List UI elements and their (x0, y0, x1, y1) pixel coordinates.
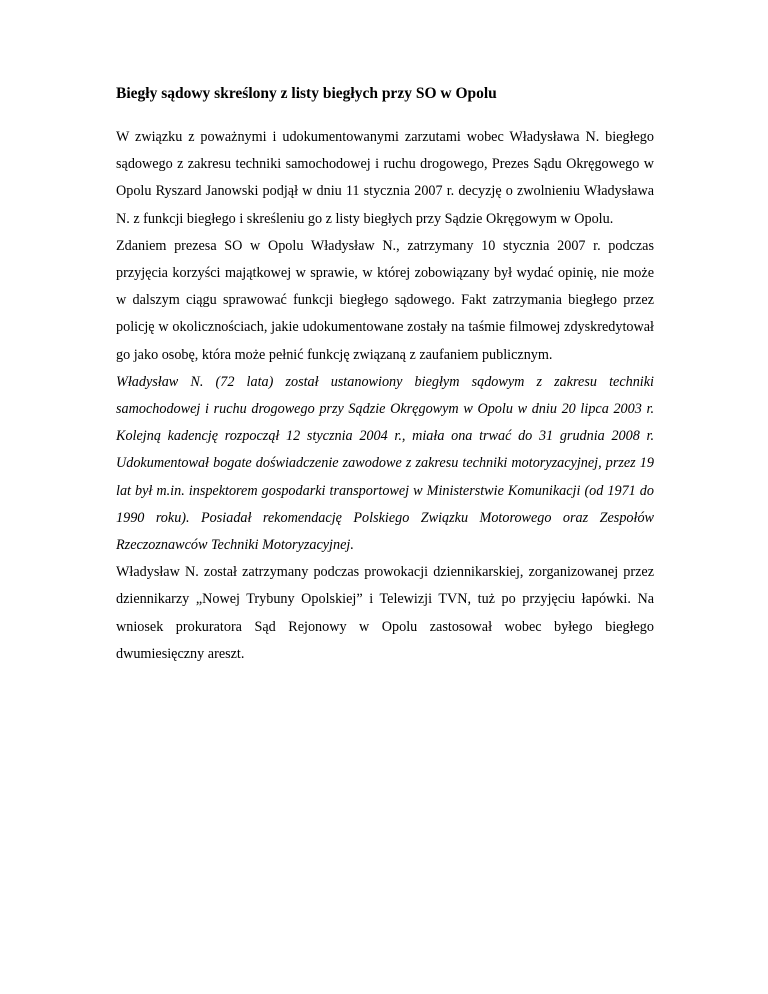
document-title: Biegły sądowy skreślony z listy biegłych przy SO w Opolu (116, 85, 497, 102)
paragraph-arrest: Władysław N. został zatrzymany podczas prowokacji dziennikarskiej, zorganizowanej przez dziennikarzy „Nowej Trybuny Opolskiej” i Telewizji TVN, tuż po przyjęciu łapówki. Na wniosek prokuratora Sąd Rejonowy w Opolu zastosował wobec byłego biegłego dwumiesięczny areszt. (116, 564, 654, 662)
paragraph-president-opinion: Zdaniem prezesa SO w Opolu Władysław N., zatrzymany 10 stycznia 2007 r. podczas przyjęcia korzyści majątkowej w sprawie, w której zobowiązany był wydać opinię, nie może w dalszym ciągu sprawować funkcji biegłego sądowego. Fakt zatrzymania biegłego przez policję w okolicznościach, jakie udokumentowane zostały na taśmie filmowej zdyskredytował go jako osobę, która może pełnić funkcję związaną z zaufaniem publicznym. (116, 237, 654, 363)
paragraph-expert-background: Władysław N. (72 lata) został ustanowiony biegłym sądowym z zakresu techniki samochodowej i ruchu drogowego przy Sądzie Okręgowym w Opolu w dniu 20 lipca 2003 r. Kolejną kadencję rozpoczął 12 stycznia 2004 r., miała ona trwać do 31 grudnia 2008 r. Udokumentował bogate doświadczenie zawodowe z zakresu techniki motoryzacyjnej, przez 19 lat był m.in. inspektorem gospodarki transportowej w Ministerstwie Komunikacji (od 1971 do 1990 roku). Posiadał rekomendację Polskiego Związku Motorowego oraz Zespołów Rzeczoznawców Techniki Motoryzacyjnej. (116, 373, 654, 554)
paragraph-dismissal: W związku z poważnymi i udokumentowanymi zarzutami wobec Władysława N. biegłego sądowego z zakresu techniki samochodowej i ruchu drogowego, Prezes Sądu Okręgowego w Opolu Ryszard Janowski podjął w dniu 11 stycznia 2007 r. decyzję o zwolnieniu Władysława N. z funkcji biegłego i skreśleniu go z listy biegłych przy Sądzie Okręgowym w Opolu. (116, 129, 654, 227)
document-body (116, 124, 654, 668)
